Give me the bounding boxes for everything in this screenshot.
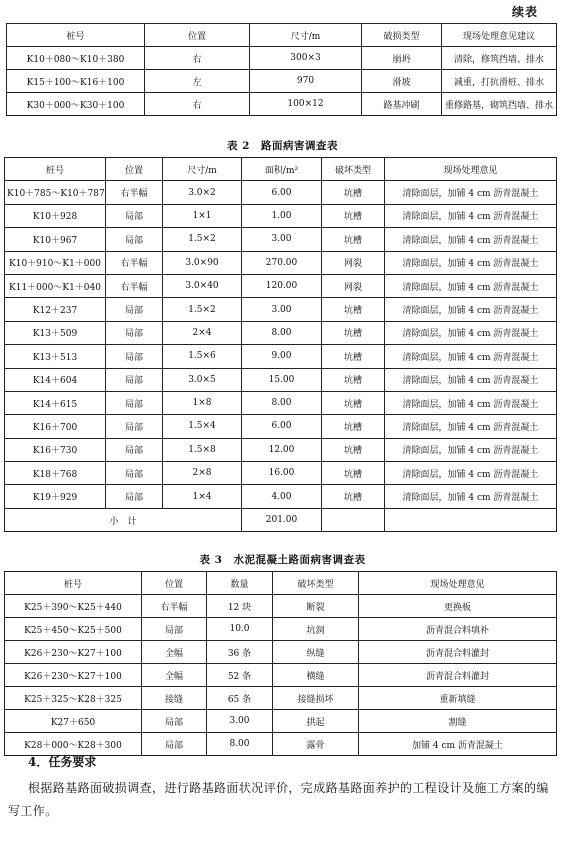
table-row — [5, 485, 557, 508]
column-header: 尺寸/m — [163, 158, 242, 181]
table-row — [7, 47, 557, 70]
concrete-pavement-damage-table — [4, 571, 557, 756]
table-cell: 坑槽 — [322, 228, 385, 251]
table-cell: 滑坡 — [362, 70, 442, 93]
table-cell: 网裂 — [322, 274, 385, 297]
table-cell: 局部 — [106, 204, 163, 227]
table-cell: 清除面层，加铺 4 cm 沥青混凝土 — [385, 321, 557, 344]
table-cell: 清除面层，加铺 4 cm 沥青混凝土 — [385, 438, 557, 461]
table-cell: 清除面层，加铺 4 cm 沥青混凝土 — [385, 368, 557, 391]
table-row — [5, 618, 557, 641]
table-cell: 崩坍 — [362, 47, 442, 70]
table-cell: 1×8 — [163, 391, 242, 414]
table-cell: 2×8 — [163, 462, 242, 485]
column-header: 桩号 — [7, 24, 145, 47]
table-cell: 1.5×4 — [163, 415, 242, 438]
table-cell: 断裂 — [273, 595, 359, 618]
table-cell: 1×4 — [163, 485, 242, 508]
table-cell: 局部 — [106, 462, 163, 485]
table-cell: 坑槽 — [322, 181, 385, 204]
table-cell: 加铺 4 cm 沥青混凝土 — [359, 733, 557, 756]
column-header: 位置 — [145, 24, 250, 47]
table-cell: 1.00 — [242, 204, 322, 227]
table-cell: K13＋513 — [5, 345, 106, 368]
table-cell: K28＋000～K28＋300 — [5, 733, 142, 756]
table-cell: K15＋100～K16＋100 — [7, 70, 145, 93]
table-header-row — [5, 158, 557, 181]
column-header: 位置 — [106, 158, 163, 181]
column-header: 现场处理意见建议 — [442, 24, 557, 47]
column-header: 面积/m² — [242, 158, 322, 181]
column-header: 尺寸/m — [250, 24, 362, 47]
table-cell: 局部 — [106, 438, 163, 461]
table-cell: K10＋080～K10＋380 — [7, 47, 145, 70]
table-cell: 路基冲刷 — [362, 93, 442, 116]
table-cell: 拱起 — [273, 710, 359, 733]
table-cell: 坑洞 — [273, 618, 359, 641]
table-cell: 清除面层，加铺 4 cm 沥青混凝土 — [385, 204, 557, 227]
section-paragraph: 根据路基路面破损调查，进行路基路面状况评价，完成路基路面养护的工程设计及施工方案的编写工作。 — [8, 781, 549, 818]
table-cell: 清除面层，加铺 4 cm 沥青混凝土 — [385, 181, 557, 204]
table-cell: 12 块 — [207, 595, 273, 618]
table-cell: 8.00 — [242, 321, 322, 344]
table-cell: K10＋785～K10＋787 — [5, 181, 106, 204]
table-cell: 120.00 — [242, 274, 322, 297]
table-row — [5, 345, 557, 368]
table3-caption: 表 3 水泥混凝土路面病害调查表 — [199, 554, 366, 566]
table-cell: 300×3 — [250, 47, 362, 70]
table-cell: K26＋230～K27＋100 — [5, 641, 142, 664]
section-heading: 4．任务要求 — [28, 755, 97, 769]
table-cell: 1×1 — [163, 204, 242, 227]
table-cell: 6.00 — [242, 415, 322, 438]
table-cell: 3.00 — [242, 228, 322, 251]
table-row — [5, 641, 557, 664]
table-cell: 沥青混合料灌封 — [359, 664, 557, 687]
table-cell: 100×12 — [250, 93, 362, 116]
table-cell: 局部 — [142, 618, 207, 641]
table-cell: 1.5×2 — [163, 228, 242, 251]
table-cell: 10.0 — [207, 618, 273, 641]
table-row — [5, 228, 557, 251]
column-header: 数量 — [207, 572, 273, 595]
subtotal-value: 201.00 — [242, 508, 322, 531]
table-cell: 右半幅 — [106, 274, 163, 297]
column-header: 破坏类型 — [322, 158, 385, 181]
table-cell: 坑槽 — [322, 415, 385, 438]
table-cell: 清除，修筑挡墙、排水 — [442, 47, 557, 70]
table-cell: 局部 — [106, 228, 163, 251]
subgrade-damage-table-continued — [6, 23, 557, 116]
table-cell: 右半幅 — [142, 595, 207, 618]
table-cell: 65 条 — [207, 687, 273, 710]
table-cell: 6.00 — [242, 181, 322, 204]
table-cell: 重新填缝 — [359, 687, 557, 710]
table-cell: 16.00 — [242, 462, 322, 485]
table-cell: 9.00 — [242, 345, 322, 368]
table-cell: K12＋237 — [5, 298, 106, 321]
table-cell: K10＋910～K1＋000 — [5, 251, 106, 274]
column-header: 破损类型 — [362, 24, 442, 47]
table-cell: 坑槽 — [322, 368, 385, 391]
continued-label: 续表 — [511, 5, 538, 19]
table-cell: 清除面层，加铺 4 cm 沥青混凝土 — [385, 274, 557, 297]
table-row — [7, 70, 557, 93]
column-header: 破坏类型 — [273, 572, 359, 595]
table-cell — [322, 508, 385, 531]
table-cell: 清除面层，加铺 4 cm 沥青混凝土 — [385, 298, 557, 321]
table-cell: 3.0×5 — [163, 368, 242, 391]
table-cell: 3.00 — [242, 298, 322, 321]
table-cell: 12.00 — [242, 438, 322, 461]
table-cell: 4.00 — [242, 485, 322, 508]
table-row — [5, 415, 557, 438]
table-cell: 更换板 — [359, 595, 557, 618]
table-cell: 清除面层，加铺 4 cm 沥青混凝土 — [385, 391, 557, 414]
table-row — [5, 274, 557, 297]
table-cell: 横缝 — [273, 664, 359, 687]
table-row — [5, 251, 557, 274]
table-cell: K30＋000～K30＋100 — [7, 93, 145, 116]
column-header: 现场处理意见 — [359, 572, 557, 595]
table-cell: 全幅 — [142, 664, 207, 687]
table-cell: 局部 — [106, 345, 163, 368]
table-cell: 坑槽 — [322, 462, 385, 485]
table-cell: 接缝 — [142, 687, 207, 710]
table-cell: K27＋650 — [5, 710, 142, 733]
table-cell: 清除面层，加铺 4 cm 沥青混凝土 — [385, 485, 557, 508]
table-cell: K11＋000～K1＋040 — [5, 274, 106, 297]
table-cell: K19＋929 — [5, 485, 106, 508]
table-cell: 清除面层，加铺 4 cm 沥青混凝土 — [385, 345, 557, 368]
table-cell: 8.00 — [242, 391, 322, 414]
table-row — [5, 368, 557, 391]
table-cell: 2×4 — [163, 321, 242, 344]
table-row — [5, 687, 557, 710]
table-cell: 纵缝 — [273, 641, 359, 664]
table-cell: 3.00 — [207, 710, 273, 733]
table-row — [5, 181, 557, 204]
table-cell: 局部 — [142, 710, 207, 733]
table-cell: 右半幅 — [106, 181, 163, 204]
table-row — [7, 93, 557, 116]
table-row — [5, 298, 557, 321]
table-cell: 52 条 — [207, 664, 273, 687]
column-header: 现场处理意见 — [385, 158, 557, 181]
table-cell: 网裂 — [322, 251, 385, 274]
table-cell: 3.0×90 — [163, 251, 242, 274]
table-cell: 右 — [145, 47, 250, 70]
table2-caption: 表 2 路面病害调查表 — [227, 140, 338, 152]
table-cell: 局部 — [106, 391, 163, 414]
table-cell: K14＋615 — [5, 391, 106, 414]
table-cell: 坑槽 — [322, 485, 385, 508]
table-row — [5, 438, 557, 461]
table-cell: 清除面层，加铺 4 cm 沥青混凝土 — [385, 415, 557, 438]
table-cell: K25＋325～K28＋325 — [5, 687, 142, 710]
table-row — [5, 664, 557, 687]
subtotal-label: 小 计 — [5, 508, 242, 531]
table-cell: 坑槽 — [322, 438, 385, 461]
table-cell: 局部 — [106, 485, 163, 508]
table-cell: 右 — [145, 93, 250, 116]
table-cell: 坑槽 — [322, 204, 385, 227]
table-cell: K25＋390～K25＋440 — [5, 595, 142, 618]
table-cell: 局部 — [142, 733, 207, 756]
table-cell: 8.00 — [207, 733, 273, 756]
table-cell: 270.00 — [242, 251, 322, 274]
table-cell: 接缝损坏 — [273, 687, 359, 710]
table-cell: 全幅 — [142, 641, 207, 664]
table-cell: K10＋967 — [5, 228, 106, 251]
table-cell: K18＋768 — [5, 462, 106, 485]
table-cell: 1.5×2 — [163, 298, 242, 321]
table-cell: 减重，打抗滑桩、排水 — [442, 70, 557, 93]
table-cell: K16＋730 — [5, 438, 106, 461]
table-cell: K26＋230～K27＋100 — [5, 664, 142, 687]
table-row — [5, 595, 557, 618]
table-cell: K16＋700 — [5, 415, 106, 438]
table-cell: 坑槽 — [322, 321, 385, 344]
table-cell: 沥青混合料灌封 — [359, 641, 557, 664]
pavement-damage-table — [4, 157, 557, 532]
table-header-row — [7, 24, 557, 47]
table-cell: 清除面层，加铺 4 cm 沥青混凝土 — [385, 462, 557, 485]
table-row — [5, 321, 557, 344]
subtotal-row — [5, 508, 557, 531]
table-row — [5, 391, 557, 414]
table-cell: 清除面层，加铺 4 cm 沥青混凝土 — [385, 228, 557, 251]
column-header: 位置 — [142, 572, 207, 595]
table-cell: 右半幅 — [106, 251, 163, 274]
table-cell: 重修路基，砌筑挡墙、排水 — [442, 93, 557, 116]
table-cell: 3.0×2 — [163, 181, 242, 204]
table-cell: 15.00 — [242, 368, 322, 391]
table-cell: 坑槽 — [322, 391, 385, 414]
table-cell: 割缝 — [359, 710, 557, 733]
table-header-row — [5, 572, 557, 595]
table-cell: 局部 — [106, 298, 163, 321]
table-cell — [385, 508, 557, 531]
table-row — [5, 462, 557, 485]
table-cell: 36 条 — [207, 641, 273, 664]
table-cell: 沥青混合料填补 — [359, 618, 557, 641]
table-cell: 局部 — [106, 368, 163, 391]
column-header: 桩号 — [5, 572, 142, 595]
table-cell: 坑槽 — [322, 298, 385, 321]
table-cell: 局部 — [106, 415, 163, 438]
table-cell: 清除面层，加铺 4 cm 沥青混凝土 — [385, 251, 557, 274]
table-cell: K14＋604 — [5, 368, 106, 391]
column-header: 桩号 — [5, 158, 106, 181]
table-cell: 坑槽 — [322, 345, 385, 368]
table-row — [5, 204, 557, 227]
table-cell: 970 — [250, 70, 362, 93]
table-cell: K13＋509 — [5, 321, 106, 344]
table-cell: 1.5×8 — [163, 438, 242, 461]
table-row — [5, 710, 557, 733]
table-cell: 局部 — [106, 321, 163, 344]
table-cell: K10＋928 — [5, 204, 106, 227]
table-cell: 1.5×6 — [163, 345, 242, 368]
table-cell: 露骨 — [273, 733, 359, 756]
table-cell: K25＋450～K25＋500 — [5, 618, 142, 641]
table-cell: 左 — [145, 70, 250, 93]
table-cell: 3.0×40 — [163, 274, 242, 297]
